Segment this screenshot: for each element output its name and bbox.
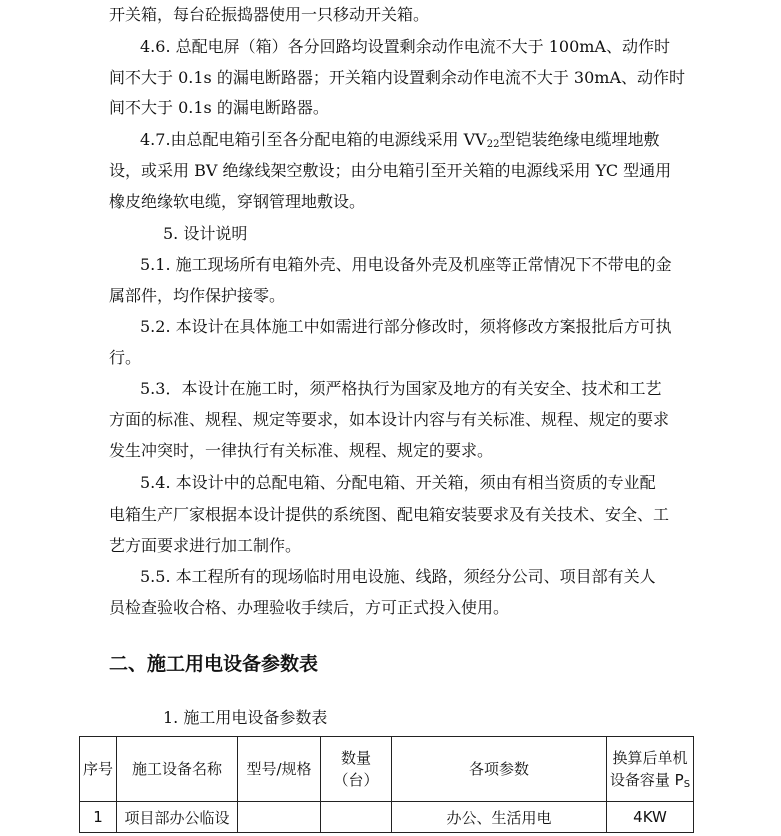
paragraph-line: 开关箱，每台砼振捣器使用一只移动开关箱。: [109, 5, 430, 24]
paragraph-line: 员检查验收合格、办理验收手续后，方可正式投入使用。: [109, 598, 510, 617]
cell-capacity: 4KW: [607, 802, 694, 833]
section-heading: 5. 设计说明: [163, 224, 248, 243]
paragraph-line: 设，或采用 BV 绝缘线架空敷设；由分电箱引至开关箱的电源线采用 YC 型通用: [109, 161, 672, 180]
header-quantity-line: 数量: [340, 749, 371, 767]
cell-equipment-name: 项目部办公临设: [117, 802, 238, 833]
text-run: 型铠装绝缘电缆埋地敷: [499, 130, 660, 149]
paragraph-line: [140, 129, 659, 151]
header-capacity: [607, 737, 694, 802]
header-equipment-name: 施工设备名称: [117, 737, 238, 802]
subscript: 22: [486, 139, 500, 150]
paragraph-line: 方面的标准、规程、规定等要求，如本设计内容与有关标准、规程、规定的要求: [109, 410, 670, 429]
paragraph-line: 艺方面要求进行加工制作。: [109, 536, 302, 555]
paragraph-line: 5.4. 本设计中的总配电箱、分配电箱、开关箱，须由有相当资质的专业配: [140, 473, 656, 492]
paragraph-line: 电箱生产厂家根据本设计提供的系统图、配电箱安装要求及有关技术、安全、工: [109, 505, 670, 524]
equipment-parameter-table: [79, 736, 694, 833]
cell-quantity: [321, 802, 392, 833]
header-capacity-line: 换算后单机: [612, 749, 688, 767]
subscript: S: [683, 779, 691, 790]
paragraph-line: 间不大于 0.1s 的漏电断路器。: [109, 98, 329, 117]
paragraph-line: 5.5. 本工程所有的现场临时用电设施、线路，须经分公司、项目部有关人: [140, 567, 656, 586]
header-quantity: [321, 737, 392, 802]
cell-seq: 1: [80, 802, 117, 833]
section-title: 二、施工用电设备参数表: [109, 653, 319, 675]
table-row: [80, 802, 694, 833]
header-parameters: 各项参数: [392, 737, 607, 802]
paragraph-line: 5.2. 本设计在具体施工中如需进行部分修改时，须将修改方案报批后方可执: [140, 317, 672, 336]
paragraph-line: 5.3．本设计在施工时，须严格执行为国家及地方的有关安全、技术和工艺: [140, 379, 662, 398]
text-run: 4.7.由总配电箱引至各分配电箱的电源线采用 VV: [140, 130, 487, 149]
table-header-row: [80, 737, 694, 802]
paragraph-line: 4.6. 总配电屏（箱）各分回路均设置剩余动作电流不大于 100mA、动作时: [140, 37, 670, 56]
header-seq: 序号: [80, 737, 117, 802]
paragraph-line: 发生冲突时，一律执行有关标准、规程、规定的要求。: [109, 441, 494, 460]
paragraph-line: 橡皮绝缘软电缆，穿钢管理地敷设。: [109, 192, 366, 211]
cell-model: [238, 802, 321, 833]
cell-parameters: 办公、生活用电: [392, 802, 607, 833]
text-run: 设备容量 P: [609, 771, 684, 789]
header-model: 型号/规格: [238, 737, 321, 802]
paragraph-line: 行。: [109, 348, 142, 367]
paragraph-line: 5.1. 施工现场所有电箱外壳、用电设备外壳及机座等正常情况下不带电的金: [140, 255, 672, 274]
header-capacity-line: [607, 769, 693, 791]
paragraph-line: 间不大于 0.1s 的漏电断路器；开关箱内设置剩余动作电流不大于 30mA、动作时: [109, 68, 686, 87]
paragraph-line: 属部件，均作保护接零。: [109, 286, 286, 305]
header-quantity-line: （台）: [333, 771, 379, 789]
table-caption: 1. 施工用电设备参数表: [163, 708, 328, 727]
